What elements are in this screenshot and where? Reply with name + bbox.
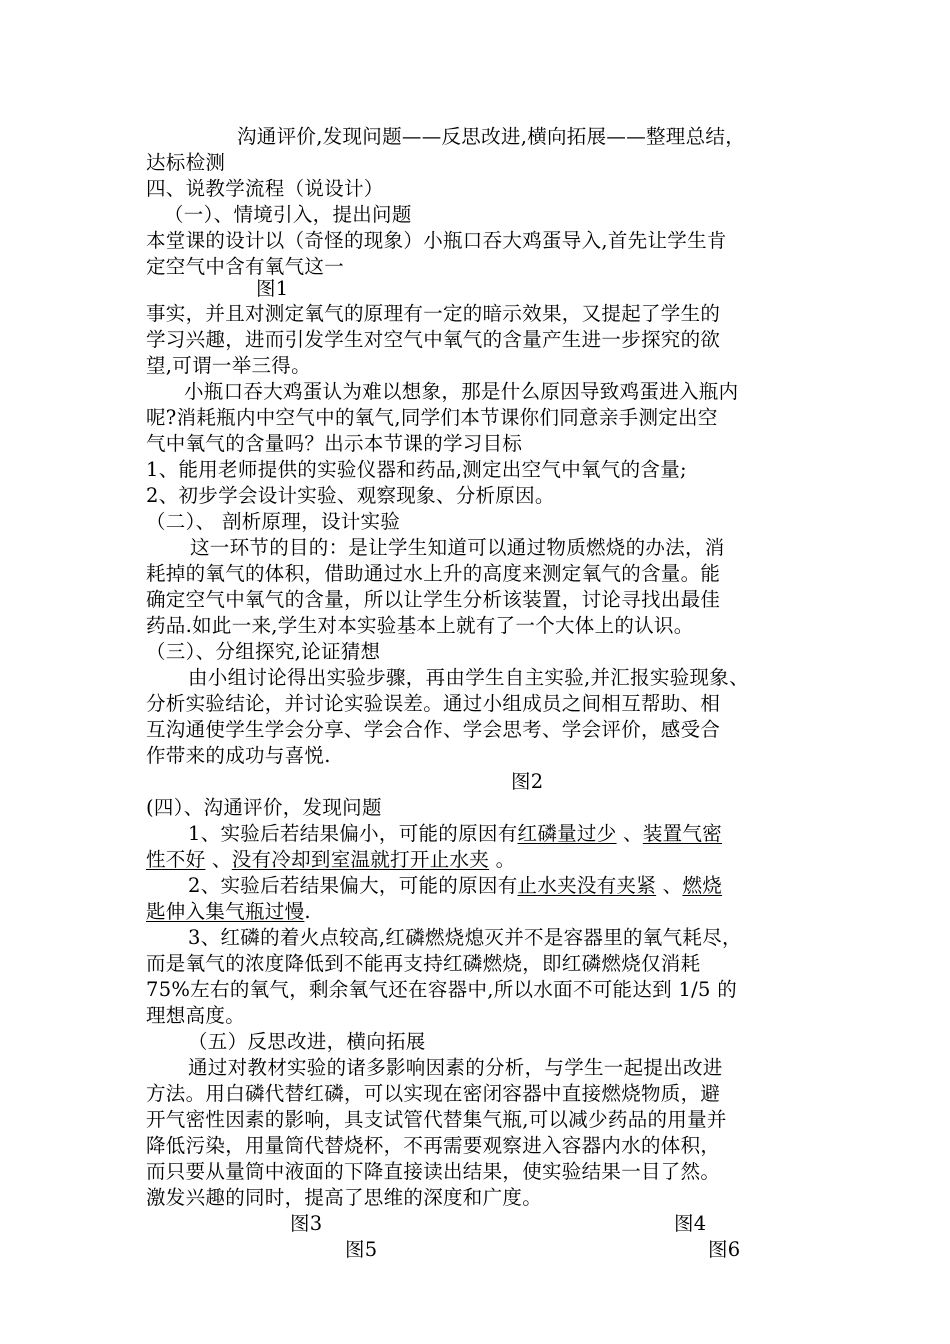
paragraph-line: 药品.如此一来,学生对本实验基本上就有了一个大体上的认识。: [146, 614, 694, 637]
paragraph-line: 通过对教材实验的诸多影响因素的分析，与学生一起提出改进: [188, 1056, 723, 1079]
separator: .: [304, 900, 311, 923]
paragraph-line: 互沟通使学生学会分享、学会合作、学会思考、学会评价，感受合: [146, 718, 721, 741]
answer-blank: 红磷量过少: [517, 822, 617, 845]
figure-caption: 图6: [708, 1238, 741, 1261]
separator: 、: [616, 822, 643, 845]
paragraph-line: 望,可谓一举三得。: [146, 354, 311, 377]
paragraph-line: 耗掉的氧气的体积，借助通过水上升的高度来测定氧气的含量。能: [146, 562, 721, 585]
figure-caption: 图2: [511, 770, 544, 793]
answer-blank: 没有冷却到室温就打开止水夹: [231, 848, 490, 871]
answer-blank: 性不好: [146, 848, 206, 871]
paragraph-line: 3、红磷的着火点较高,红磷燃烧熄灭并不是容器里的氧气耗尽，: [188, 926, 742, 949]
separator: 。: [489, 848, 516, 871]
paragraph-line: 方法。用白磷代替红磷，可以实现在密闭容器中直接燃烧物质，避: [146, 1082, 721, 1105]
question-line: [146, 847, 515, 873]
paragraph-line: 理想高度。: [146, 1004, 246, 1027]
paragraph-line: 本堂课的设计以（奇怪的现象）小瓶口吞大鸡蛋导入,首先让学生肯: [146, 229, 727, 252]
question-line: [188, 821, 722, 847]
paragraph-line: 75%左右的氧气，剩余氧气还在容器中,所以水面不可能达到 1/5 的: [146, 978, 738, 1001]
separator: 、: [656, 874, 683, 897]
paragraph-line: 确定空气中氧气的含量，所以让学生分析该装置，讨论寻找出最佳: [146, 588, 721, 611]
list-item: 1、能用老师提供的实验仪器和药品,测定出空气中氧气的含量;: [146, 458, 687, 481]
subsection-heading: （五）反思改进，横向拓展: [188, 1030, 426, 1053]
subsection-heading: （三）、分组探究,论证猜想: [146, 640, 381, 663]
paragraph-line: 作带来的成功与喜悦.: [146, 744, 331, 767]
paragraph-line: 由小组讨论得出实验步骤，再由学生自主实验,并汇报实验现象、: [188, 666, 749, 689]
figure-caption: 图4: [674, 1212, 707, 1235]
list-item: 2、初步学会设计实验、观察现象、分析原因。: [146, 484, 555, 507]
subsection-heading: (四）、沟通评价，发现问题: [146, 796, 382, 819]
section-heading: 四、说教学流程（说设计）: [146, 177, 384, 200]
paragraph-line: 事实，并且对测定氧气的原理有一定的暗示效果，又提起了学生的: [146, 302, 721, 325]
paragraph-line: 小瓶口吞大鸡蛋认为难以想象，那是什么原因导致鸡蛋进入瓶内: [184, 380, 739, 403]
subsection-heading: （一）、情境引入，提出问题: [164, 203, 412, 226]
paragraph-line: 而是氧气的浓度降低到不能再支持红磷燃烧，即红磷燃烧仅消耗: [146, 952, 701, 975]
question-line: [146, 899, 311, 925]
paragraph-line: 而只要从量筒中液面的下降直接读出结果，使实验结果一目了然。: [146, 1160, 721, 1183]
paragraph-line: 分析实验结论，并讨论实验误差。通过小组成员之间相互帮助、相: [146, 692, 721, 715]
figure-caption: 图1: [256, 277, 289, 300]
paragraph-line: 呢?消耗瓶内中空气中的氧气,同学们本节课你们同意亲手测定出空: [146, 406, 718, 429]
paragraph-line: 激发兴趣的同时，提高了思维的深度和广度。: [146, 1186, 543, 1209]
paragraph-line: 开气密性因素的影响，具支试管代替集气瓶,可以减少药品的用量并: [146, 1108, 727, 1131]
answer-blank: 匙伸入集气瓶过慢: [146, 900, 305, 923]
subsection-heading: （二）、 剖析原理，设计实验: [146, 510, 401, 533]
figure-caption: 图3: [290, 1212, 323, 1235]
answer-blank: 止水夹没有夹紧: [517, 874, 657, 897]
answer-blank: 装置气密: [642, 822, 723, 845]
paragraph-line: 降低污染，用量筒代替烧杯，不再需要观察进入容器内水的体积，: [146, 1134, 721, 1157]
question-line: [188, 873, 722, 899]
paragraph-line: 定空气中含有氧气这一: [146, 255, 345, 278]
paragraph-line: 沟通评价,发现问题——反思改进,横向拓展——整理总结，: [237, 125, 745, 148]
paragraph-line: 达标检测: [146, 151, 226, 174]
paragraph-line: 这一环节的目的：是让学生知道可以通过物质燃烧的办法，消: [190, 536, 725, 559]
separator: 、: [205, 848, 232, 871]
question-text: 1、实验后若结果偏小，可能的原因有: [188, 822, 518, 845]
paragraph-line: 学习兴趣，进而引发学生对空气中氧气的含量产生进一步探究的欲: [146, 328, 721, 351]
answer-blank: 燃烧: [682, 874, 723, 897]
question-text: 2、实验后若结果偏大，可能的原因有: [188, 874, 518, 897]
figure-caption: 图5: [345, 1238, 378, 1261]
paragraph-line: 气中氧气的含量吗？出示本节课的学习目标: [146, 432, 523, 455]
